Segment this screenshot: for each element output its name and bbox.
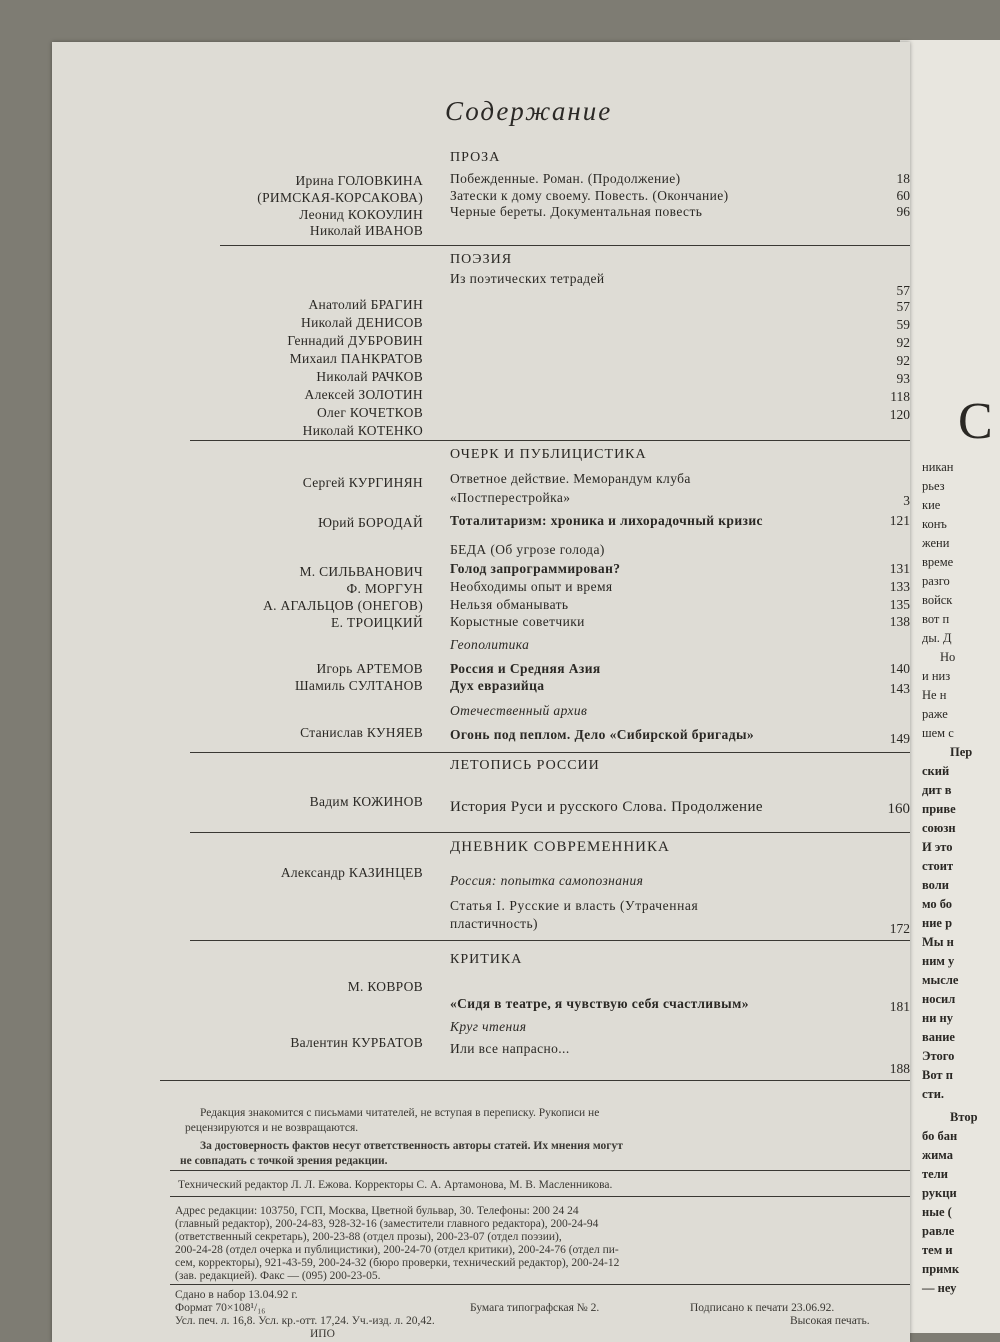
toc-author: Анатолий БРАГИН [308,297,423,312]
toc-page: 138 [889,614,910,629]
toc-page: 172 [889,921,910,936]
toc-page: 140 [889,661,910,676]
toc-work: Корыстные советчики [450,614,585,629]
toc-page: 57 [896,299,910,314]
toc-page: 92 [896,353,910,368]
toc-page: 160 [887,801,910,817]
toc-author: Николай КОТЕНКО [302,423,423,438]
toc-work: Ответное действие. Меморандум клуба [450,471,691,486]
section-heading-essays: ОЧЕРК И ПУБЛИЦИСТИКА [450,447,647,462]
adjacent-text-fragment: примк [922,1262,960,1276]
adjacent-text-fragment: войск [922,593,953,607]
footer-line: Высокая печать. [790,1315,870,1327]
adjacent-text-fragment: — неу [922,1281,957,1295]
adjacent-text-fragment: конъ [922,517,947,531]
toc-author: Шамиль СУЛТАНОВ [295,678,423,693]
footer-line: 200-24-28 (отдел очерка и публицистики), 200-24-70 (отдел критики), 200-24-76 (отдел пи- [175,1244,619,1256]
toc-page: 135 [889,597,910,612]
toc-page: 133 [889,579,910,594]
adjacent-text-fragment: тем и [922,1243,953,1257]
adjacent-text-fragment: шем с [922,726,954,740]
toc-work: Россия: попытка самопознания [450,873,644,888]
adjacent-text-fragment: Пер [950,745,973,759]
adjacent-text-fragment: носил [922,992,956,1006]
toc-author: Николай ИВАНОВ [309,223,423,238]
footer-line: Редакция знакомится с письмами читателей, не вступая в переписку. Рукописи не [200,1107,600,1119]
adjacent-text-fragment: ные ( [922,1205,952,1219]
footer-line: Подписано к печати 23.06.92. [690,1302,835,1314]
adjacent-text-fragment: вот п [922,612,950,626]
section-divider [220,245,910,246]
toc-work: «Сидя в театре, я чувствую себя счастливым» [450,996,749,1011]
toc-author: Игорь АРТЕМОВ [316,661,423,676]
toc-work: История Руси и русского Слова. Продолжение [450,799,763,815]
toc-page: 120 [889,407,910,422]
adjacent-text-fragment: вание [922,1030,955,1044]
toc-subsection: Круг чтения [450,1019,527,1034]
footer-line: (главный редактор), 200-24-83, 928-32-16 (заместители главного редактора), 200-24-94 [175,1218,599,1230]
section-heading-chronicle: ЛЕТОПИСЬ РОССИИ [450,758,600,773]
toc-page: 92 [896,335,910,350]
toc-author: Геннадий ДУБРОВИН [287,333,423,348]
adjacent-text-fragment: време [922,555,954,569]
footer-line: (ответственный секретарь), 200-23-88 (отдел прозы), 200-23-07 (отдел поэзии), [175,1231,562,1243]
toc-work: пластичность) [450,916,538,931]
toc-work: Тоталитаризм: хроника и лихорадочный кризис [450,513,763,528]
adjacent-text-fragment: равле [922,1224,955,1238]
toc-page: 57 [896,283,910,298]
footer-divider [170,1170,910,1171]
toc-work: Голод запрограммирован? [450,561,621,576]
toc-author: Ф. МОРГУН [346,581,423,596]
toc-author: Сергей КУРГИНЯН [302,475,423,490]
adjacent-text-fragment: ский [922,764,950,778]
section-divider [190,940,910,941]
section-heading-prose: ПРОЗА [450,150,501,165]
footer-line: рецензируются и не возвращаются. [185,1122,359,1134]
adjacent-text-fragment: И это [922,840,953,854]
adjacent-text-fragment: ние р [922,916,953,930]
section-heading-diary: ДНЕВНИК СОВРЕМЕННИКА [450,839,670,855]
toc-author: Вадим КОЖИНОВ [309,794,423,809]
section-divider [160,1080,910,1081]
toc-page: 181 [889,999,910,1014]
toc-work: Черные береты. Документальная повесть [450,204,703,219]
toc-author: Юрий БОРОДАЙ [318,515,423,530]
toc-work: Нельзя обманывать [450,597,569,612]
toc-page: 93 [896,371,910,386]
toc-author: Алексей ЗОЛОТИН [304,387,423,402]
toc-work: Россия и Средняя Азия [450,661,601,676]
footer-divider [170,1196,910,1197]
adjacent-text-fragment: и низ [922,669,951,683]
footer-line: ИПО [310,1328,335,1340]
adjacent-text-fragment: рукци [922,1186,957,1200]
toc-author: А. АГАЛЬЦОВ (ОНЕГОВ) [263,598,423,613]
toc-work: Необходимы опыт и время [450,579,613,594]
footer-line: Усл. печ. л. 16,8. Усл. кр.-отт. 17,24. Уч.-изд. л. 20,42. [175,1315,435,1327]
toc-page: 96 [896,204,910,219]
toc-work: Побежденные. Роман. (Продолжение) [450,171,681,186]
footer-line: Технический редактор Л. Л. Ежова. Корректоры С. А. Артамонова, М. В. Масленникова. [178,1179,613,1191]
adjacent-text-fragment: приве [922,802,956,816]
toc-work: Огонь под пеплом. Дело «Сибирской бригады» [450,727,755,742]
toc-author: Станислав КУНЯЕВ [300,725,423,740]
toc-page: 118 [890,389,910,404]
toc-author: Михаил ПАНКРАТОВ [289,351,423,366]
adjacent-text-fragment: ды. Д [922,631,952,645]
toc-page: 143 [889,681,910,696]
toc-page: 131 [889,561,910,576]
toc-work: Дух евразийца [450,678,545,693]
toc-subsection: Отечественный архив [450,703,588,718]
footer-line: За достоверность фактов несут ответственность авторы статей. Их мнения могут [200,1140,623,1152]
toc-author: Леонид КОКОУЛИН [299,207,423,222]
toc-subsection: Геополитика [450,637,530,652]
adjacent-text-fragment: стоит [922,859,954,873]
toc-author: Олег КОЧЕТКОВ [316,405,423,420]
adjacent-text-fragment: Этого [922,1049,955,1063]
page-title: Содержание [445,96,613,126]
adjacent-text-fragment: воли [922,878,949,892]
adjacent-text-fragment: тели [922,1167,948,1181]
toc-author: М. КОВРОВ [347,979,423,994]
footer-line: не совпадать с точкой зрения редакции. [180,1155,388,1167]
adjacent-text-fragment: жени [922,536,950,550]
section-divider [190,752,910,753]
toc-author: Николай РАЧКОВ [316,369,423,384]
adjacent-text-fragment: сти. [922,1087,945,1101]
toc-page: 3 [903,493,910,508]
adjacent-text-fragment: ним у [922,954,955,968]
toc-page: 188 [889,1061,910,1076]
adjacent-text-fragment: раже [922,707,948,721]
toc-page: 60 [896,188,910,203]
adjacent-text-fragment: Вот п [922,1068,953,1082]
toc-author: (РИМСКАЯ-КОРСАКОВА) [257,190,423,205]
adjacent-text-fragment: Но [940,650,956,664]
drop-cap-letter: С [958,393,993,450]
toc-work: Или все напрасно... [450,1041,570,1056]
adjacent-text-fragment: кие [922,498,941,512]
adjacent-text-fragment: Втор [950,1110,978,1124]
adjacent-text-fragment: жима [922,1148,953,1162]
toc-work: Статья I. Русские и власть (Утраченная [450,898,699,913]
section-divider [190,440,910,441]
adjacent-text-fragment: Не н [922,688,947,702]
toc-work: «Постперестройка» [450,490,571,505]
toc-author: Александр КАЗИНЦЕВ [280,865,423,880]
toc-page: 149 [889,731,910,746]
section-heading-poetry: ПОЭЗИЯ [450,252,513,267]
adjacent-text-fragment: мысле [922,973,959,987]
footer-line: Бумага типографская № 2. [470,1302,600,1314]
toc-author: Ирина ГОЛОВКИНА [295,173,423,188]
adjacent-text-fragment: никан [922,460,954,474]
adjacent-text-fragment: мо бо [922,897,953,911]
section-heading-criticism: КРИТИКА [450,952,523,967]
adjacent-text-fragment: союзн [922,821,956,835]
adjacent-text-fragment: разго [922,574,950,588]
footer-line: сем, корректоры), 921-43-59, 200-24-32 (бюро проверки, технический редактор), 200-24-12 [175,1257,620,1269]
adjacent-text-fragment: бо бан [922,1129,958,1143]
section-divider [190,832,910,833]
footer-line: (зав. редакцией). Факс — (095) 200-23-05. [175,1270,381,1282]
footer-line: Формат 70×108¹/₁₆ [175,1302,266,1314]
toc-author: Валентин КУРБАТОВ [290,1035,423,1050]
adjacent-text-fragment: ни ну [922,1011,953,1025]
adjacent-text-fragment: рьез [922,479,945,493]
adjacent-text-fragment: дит в [922,783,952,797]
toc-author: Е. ТРОИЦКИЙ [331,615,423,630]
footer-line: Адрес редакции: 103750, ГСП, Москва, Цветной бульвар, 30. Телефоны: 200 24 24 [175,1205,579,1217]
section-subheading: Из поэтических тетрадей [450,271,605,286]
adjacent-text-fragment: Мы н [922,935,954,949]
toc-page: 18 [896,171,910,186]
toc-work: Затески к дому своему. Повесть. (Окончание) [450,188,729,203]
toc-subsection: БЕДА (Об угрозе голода) [450,542,605,557]
toc-page: 59 [896,317,910,332]
toc-page: 121 [889,513,910,528]
footer-line: Сдано в набор 13.04.92 г. [175,1289,298,1301]
toc-author: М. СИЛЬВАНОВИЧ [299,564,423,579]
footer-divider [170,1284,910,1285]
toc-author: Николай ДЕНИСОВ [301,315,423,330]
